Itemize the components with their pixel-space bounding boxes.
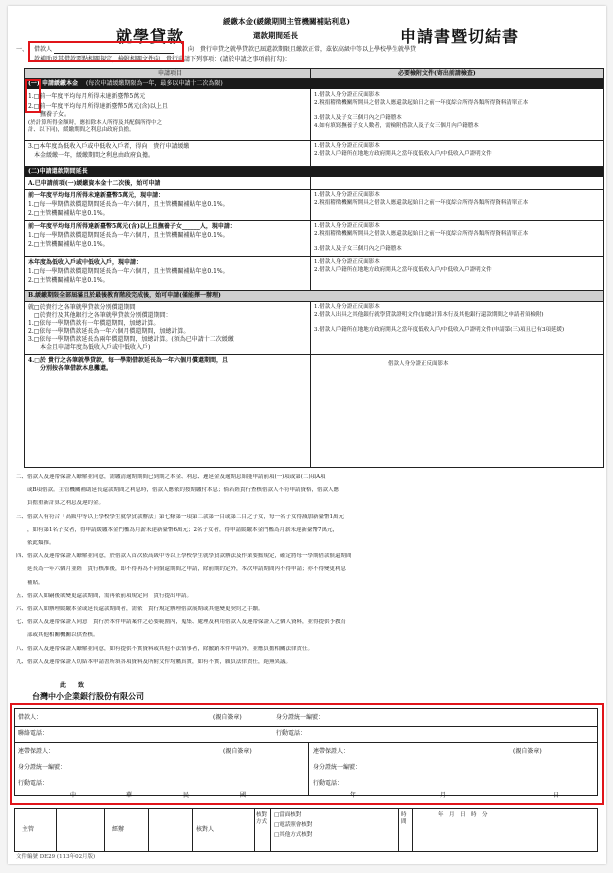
- date-guo: 國: [240, 792, 247, 799]
- clause-line: 延長為一年六個月並經 貴行核准後，即不得再為不同償還期間之申請，除前期約定外，本次申請期間內不得申請；亦不得變更利息: [16, 566, 347, 573]
- clause-line: 三、借款人有符合「高級中等以上學校學生就學貸款辦法」第七條第一項第二款第一目或第二目之子女，每一名子女得減加新臺幣1萬元: [16, 513, 345, 520]
- A2-opt2[interactable]: 2.□主管機關補貼年息0.1%。: [28, 241, 109, 248]
- column-divider: [310, 68, 311, 468]
- B-opt4[interactable]: 4.□於 貴行之各筆就學貸款，每一學期借款延長為一年六個月償還期間，且: [28, 357, 229, 364]
- clause-line: 四、借款人及連帶保證人瞭解並同意，於借款人首次依高級中等以上學校學生就學貸款辦法及作業要點規定，確定將每一學期借款償還期間: [16, 553, 352, 560]
- section1-note2: 計、以下同)，緩繳期間之利息由政府負擔。: [28, 127, 135, 133]
- A3-opt2[interactable]: 2.□主管機關補貼年息0.1%。: [28, 277, 109, 284]
- s1-doc1: 1.借款人身分證正反面影本: [314, 92, 380, 98]
- salutation: 此 致: [60, 682, 85, 689]
- B-line1[interactable]: 就□於貴行之各筆就學貸款分別償還期間: [28, 304, 136, 311]
- title-student-loan: 就學貸款: [116, 27, 185, 46]
- intro-line1: 向 貴行申貸之就學貸款已屆還款期限且繳款正常，茲依高級中等以上學校學生就學貸: [188, 46, 417, 53]
- A2-doc1: 1.借款人身分證正反面影本: [314, 223, 380, 229]
- A1-doc2: 2.稅捐稽徵機關所開具之借款人應還款起始日之前一年度綜合所得各類所得資料清單正本: [314, 200, 529, 206]
- A1-head: 前一年度平均每月所得未達新臺幣5萬元，現申請：: [28, 192, 165, 199]
- clause-line: 補貼。: [16, 579, 44, 586]
- borrower-label: 借款人: [34, 46, 53, 53]
- table-header-bg: [25, 69, 603, 78]
- A3-doc2: 2.借款人戶籍所在地地方政府開具之當年度低收入戶/中低收入戶證明文件: [314, 267, 492, 273]
- clause-line: 七、借款人及連帶保證人同意 貴行於本件申請案件之必要範圍內，蒐集、處理及利用借款人及連帶保證人之個人資料，並得提供予教育: [16, 619, 347, 626]
- A2-doc3: 3.借款人及子女三個月內之戶籍謄本: [314, 246, 402, 252]
- verifier-label: 核對人: [196, 826, 215, 833]
- borrower-sign-label: 借款人：: [18, 714, 43, 721]
- method-opt1[interactable]: □當面核對: [274, 812, 302, 818]
- A1-doc1: 1.借款人身分證正反面影本: [314, 192, 380, 198]
- guarantor1-sign-note: (親自簽章): [223, 748, 252, 755]
- B-line2[interactable]: □於貴行及其他銀行之各筆就學貸款分別償還期間：: [28, 312, 172, 319]
- date-month: 月: [440, 792, 447, 799]
- clause-line: 依此類推。: [16, 540, 55, 546]
- section1-note1: (於計算所得金額時，應扣除本人所得及其配偶所得中之: [28, 120, 163, 126]
- supervisor-label: 主管: [22, 826, 35, 833]
- s1-doc5: 1.借款人身分證正反面影本: [314, 143, 380, 149]
- A2-opt1[interactable]: 1.□每一學期借款償還期間延長為一年六個月，且主管機關補貼年息0.1%。: [28, 232, 229, 239]
- guarantor2-label: 連帶保證人：: [313, 748, 350, 755]
- section1-title-prefix: (一): [28, 80, 40, 87]
- clause-line: 或B項借款。主管機關補助延長還款期間之利息時，借款人應依約按期繳付本息；倘若經貴行查核借款人不符申請資格，借款人應: [16, 487, 340, 494]
- s1-doc3: 3.借款人及子女三個月內之戶籍謄本: [314, 115, 402, 121]
- B-opt1[interactable]: 1.□依每一學期借款有一年償還期間，加總計算。: [28, 320, 160, 327]
- clause-line: 八、借款人及連帶保證人瞭解並同意，如有提供不實資料或其他不法情事者，除撤銷本件申請外，並應負擔相關法律責任。: [16, 645, 314, 652]
- B-doc4: 借款人身分證正反面影本: [388, 361, 449, 367]
- B-doc1: 1.借款人身分證正反面影本: [314, 304, 380, 310]
- approval-table: [14, 808, 598, 852]
- subtitle-extension: 還款期間延長: [253, 31, 298, 40]
- A3-doc1: 1.借款人身分證正反面影本: [314, 259, 380, 265]
- guarantor2-mobile-label[interactable]: 行動電話：: [313, 780, 344, 787]
- intro-number: 一、: [16, 46, 29, 53]
- date-hua: 華: [126, 792, 133, 799]
- borrower-id-label[interactable]: 身分證統一編號：: [276, 714, 325, 721]
- clause-line: 五、借款人如嗣後欲變更還款期間，需再依前項規定向 貴行提出申請。: [16, 592, 193, 599]
- s1-doc4: 4.如有填寫撫養子女人數者，需檢附借款人及子女三個月內戶籍謄本: [314, 123, 479, 129]
- section2-header-bar: [25, 167, 603, 177]
- date-min: 民: [183, 792, 190, 799]
- B-doc3: 3.借款人戶籍所在地地方政府開具之當年度低收入戶/中低收入戶證明文件(申請第(三)項且已有3項延緩): [314, 327, 565, 333]
- clause-line: 負擔重新計算之利息及違約金。: [16, 500, 105, 507]
- section2-A-title: A.已申請前項(一)緩繳資本金十二次後，始可申請: [28, 180, 161, 187]
- section2-B-title: B.緩繳期限全部屆滿且於最後教育階段完成後，始可申請(僅能擇一辦理): [28, 292, 221, 299]
- A1-opt1[interactable]: 1.□每一學期借款償還期間延長為一年六個月，且主管機關補貼年息0.1%。: [28, 201, 229, 208]
- A2-doc2: 2.稅捐稽徵機關所開具之借款人應還款起始日之前一年度綜合所得各類所得資料清單正本: [314, 231, 529, 237]
- signature-table: [14, 708, 598, 796]
- col-items-header: 申請項目: [158, 70, 183, 77]
- date-day: 日: [553, 792, 560, 799]
- section1-item2[interactable]: 2.□前一年度平均每月所得達新臺幣5萬元(含)以上且: [28, 103, 168, 110]
- section1-item3[interactable]: 3.□本年度為低收入戶或中低收入戶者，得向 貴行申請緩繳: [28, 143, 190, 150]
- guarantor1-mobile-label[interactable]: 行動電話：: [18, 780, 49, 787]
- clause-line: ，如有第1名子女者，得申請緩繳本金門檻為月薪未達新臺幣6萬元；2名子女者，得申請緩繳本金門檻為月薪未達新臺幣7萬元，: [16, 526, 339, 533]
- clause-line: 二、借款人及連帶保證人瞭解並同意，需繳清逾期期間已到期之本金、利息、遲延金及逾期息始能申請前項(一)項或第(二)項A項: [16, 474, 326, 480]
- s1-doc6: 2.借款人戶籍所在地地方政府開具之當年度低收入戶/中低收入戶證明文件: [314, 151, 492, 157]
- bank-name: 台灣中小企業銀行股份有限公司: [32, 691, 144, 701]
- A3-opt1[interactable]: 1.□每一學期借款償還期間延長為一年六個月，且主管機關補貼年息0.1%。: [28, 268, 229, 275]
- clause-line: 六、借款人如辦理緩繳本金或延長還款期間者，需依 貴行規定辦理借款展期或其他變更契約之手續。: [16, 606, 264, 612]
- A2-head: 前一年度平均每月所得達新臺幣5萬元(含)以上且撫養子女______人，現申請：: [28, 223, 236, 230]
- form-number: 文件編號 DE29 (113年02月版): [16, 854, 96, 860]
- B-opt3b: 本金且申請年度為低收入戶或中低收入戶): [28, 344, 151, 351]
- intro-line2: 款補助及其借款要點相關規定，檢附相關文件向 貴行申請下列事項：(請於申請之事項前打勾)：: [34, 56, 291, 63]
- section1-title-tail: (每次申請緩繳期限為一年，最多以申請十二次為限): [86, 80, 223, 87]
- section1-item3-line2: 本金緩繳一年，緩繳期間之利息由政府負擔。: [28, 152, 155, 159]
- s1-doc2: 2.稅捐稽徵機關所開具之借款人應還款起始日之前一年度綜合所得各類所得資料清單正本: [314, 100, 529, 106]
- borrower-highlight-box: [28, 41, 184, 62]
- A1-opt2[interactable]: 2.□主管機關補貼年息0.1%。: [28, 210, 109, 217]
- contact-phone-label[interactable]: 聯絡電話：: [18, 730, 49, 737]
- date-zhong: 中: [70, 792, 77, 799]
- method-opt3[interactable]: □其他方式核對: [274, 832, 313, 838]
- A3-head: 本年度為低收入戶或中低收入戶，現申請：: [28, 259, 143, 266]
- method-opt2[interactable]: □電話照會核對: [274, 822, 313, 828]
- borrower-sign-note: (親自簽章): [213, 714, 242, 721]
- col-docs-header: 必要檢附文件(寄出前請檢查): [398, 70, 476, 77]
- guarantor1-label: 連帶保證人：: [18, 748, 55, 755]
- application-form-page: [8, 6, 606, 864]
- borrower-mobile-label[interactable]: 行動電話：: [276, 730, 307, 737]
- guarantor2-sign-note: (親自簽章): [513, 748, 542, 755]
- guarantor1-id-label[interactable]: 身分證統一編號：: [18, 764, 67, 771]
- subtitle-deferral: 緩繳本金(緩繳期間主管機關補貼利息): [223, 17, 351, 26]
- guarantor2-id-label[interactable]: 身分證統一編號：: [313, 764, 362, 771]
- method-label: 核對方式: [256, 812, 268, 825]
- B-opt2[interactable]: 2.□依每一學期借款延長為一年六個月償還期間，加總計算。: [28, 328, 190, 335]
- handler-label: 經辦: [112, 826, 125, 833]
- date-year: 年: [350, 792, 357, 799]
- section1-title: 申請緩繳本金: [42, 80, 79, 87]
- section1-item1[interactable]: 1.□前一年度平均每月所得未達新臺幣5萬元: [28, 93, 146, 100]
- B-opt3[interactable]: 3.□依每一學期借款延長為兩年償還期間，加總計算。(須為已申請十二次緩繳: [28, 336, 234, 343]
- clause-line: 九、借款人及連帶保證人切結本申請書所填各項資料及所附文件均屬真實，如有不實，願負法律責任，絕無異議。: [16, 658, 292, 665]
- title-application-affidavit: 申請書暨切結書: [400, 27, 520, 46]
- B-opt4b: 分別按各筆借款本息攤還。: [28, 365, 113, 372]
- time-ymd: 年 月 日 時 分: [438, 812, 488, 818]
- clause-line: 部或其他相關機關以供查核。: [16, 632, 99, 639]
- section2-title: (二)申請還款期間延長: [28, 168, 88, 175]
- section1-item2-line2: 撫養子女。: [28, 111, 71, 118]
- time-label: 時間: [401, 812, 407, 825]
- B-doc2: 2.借款人出具之其他銀行就學貸款證明文件(加總計算本行及其他銀行還款期間之申請者須檢附): [314, 312, 544, 318]
